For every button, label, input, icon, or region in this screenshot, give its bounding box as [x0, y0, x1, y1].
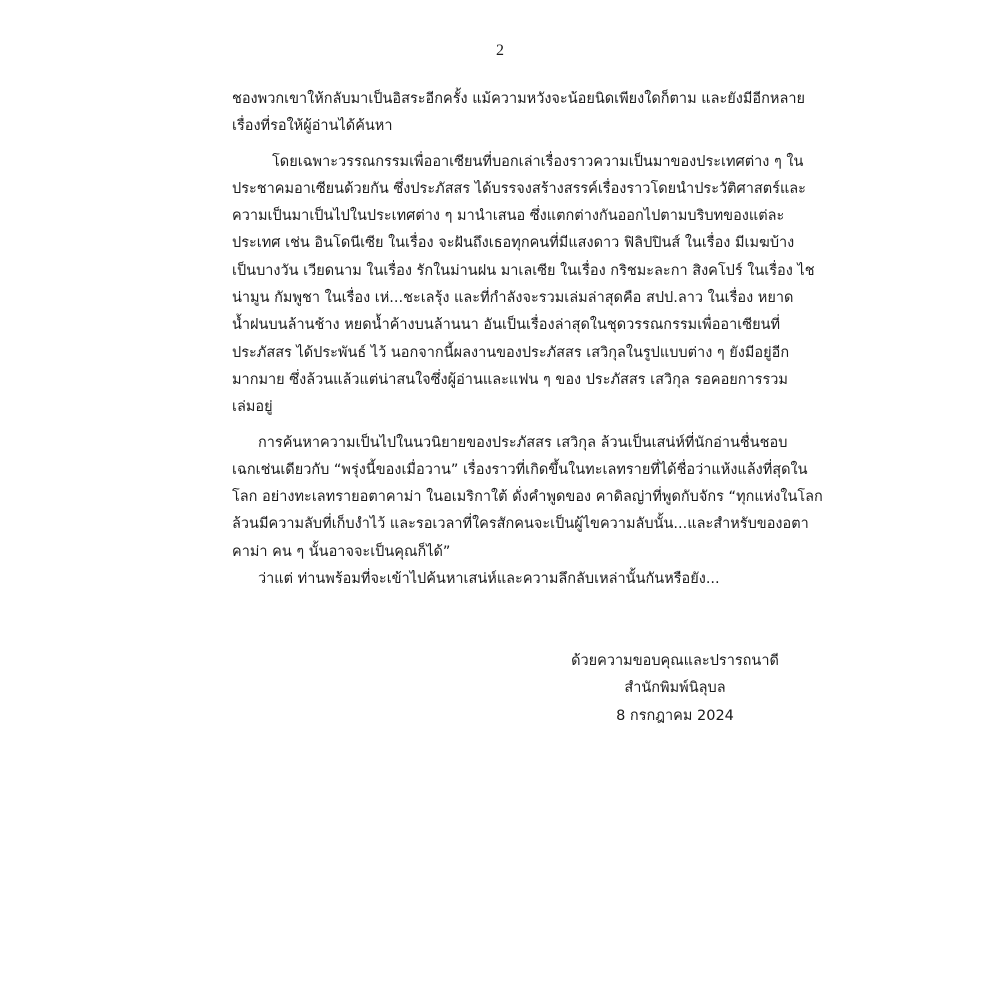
closing-date: 8 กรกฎาคม 2024: [616, 707, 734, 724]
text-line: โดยเฉพาะวรรณกรรมเพื่ออาเซียนที่บอกเล่าเรื่องราวความเป็นมาของประเทศต่าง ๆ ใน: [272, 153, 804, 170]
text-line: ว่าแต่ ท่านพร้อมที่จะเข้าไปค้นหาเสน่ห์และความลึกลับเหล่านั้นกันหรือยัง...: [258, 571, 720, 588]
text-line: ประเทศ เช่น อินโดนีเซีย ในเรื่อง จะฝันถึงเธอทุกคนที่มีแสงดาว ฟิลิปปินส์ ในเรื่อง มีเมฆบ้าง: [232, 235, 795, 252]
text-line: น่ามูน กัมพูชา ในเรื่อง เห่...ชะเลรุ้ง และที่กำลังจะรวมเล่มล่าสุดคือ สปป.ลาว ในเรื่อง หยาด: [232, 290, 794, 307]
paragraph-3: [232, 430, 823, 566]
text-line: การค้นหาความเป็นไปในนวนิยายของประภัสสร เสวิกุล ล้วนเป็นเสน่ห์ที่นักอ่านชื่นชอบ: [258, 434, 788, 451]
paragraph-4: [232, 566, 792, 593]
text-line: ชองพวกเขาให้กลับมาเป็นอิสระอีกครั้ง แม้ความหวังจะน้อยนิดเพียงใดก็ตาม และยังมีอีกหลาย: [232, 91, 805, 107]
text-line: เฉกเช่นเดียวกับ “พรุ่งนี้ของเมื่อวาน” เรื่องราวที่เกิดขึ้นในทะเลทรายที่ได้ชื่อว่าแห้งแล้งที่สุดใน: [232, 461, 808, 478]
paragraph-2: [232, 149, 815, 422]
text-line: น้ำฝนบนล้านช้าง หยดน้ำค้างบนล้านนา อันเป็นเรื่องล่าสุดในชุดวรรณกรรมเพื่ออาเซียนที่: [232, 317, 781, 334]
body-text: [232, 86, 823, 593]
text-line: โลก อย่างทะเลทรายอตาคาม่า ในอเมริกาใต้ ดั่งคำพูดของ คาดิลญ่าที่พูดกับจักร “ทุกแห่งในโลก: [232, 489, 823, 506]
text-line: มากมาย ซึ่งล้วนแล้วแต่น่าสนใจซึ่งผู้อ่านและแฟน ๆ ของ ประภัสสร เสวิกุล รอคอยการรวม: [232, 371, 788, 388]
text-line: ล้วนมีความลับที่เก็บงำไว้ และรอเวลาที่ใครสักคนจะเป็นผู้ไขความลับนั้น...และสำหรับของอตา: [232, 516, 809, 533]
closing-regards: ด้วยความขอบคุณและปรารถนาดี: [571, 653, 779, 669]
text-line: ความเป็นมาเป็นไปในประเทศต่าง ๆ มานำเสนอ ซึ่งแตกต่างกันออกไปตามบริบทของแต่ละ: [232, 208, 785, 225]
closing-signature: [560, 648, 790, 730]
text-line: ประภัสสร ได้ประพันธ์ ไว้ นอกจากนี้ผลงานของประภัสสร เสวิกุลในรูปแบบต่าง ๆ ยังมีอยู่อีก: [232, 344, 790, 361]
text-line: คาม่า คน ๆ นั้นอาจจะเป็นคุณก็ได้”: [232, 543, 451, 560]
text-line: เล่มอยู่: [232, 399, 273, 416]
text-line: ประชาคมอาเซียนด้วยกัน ซึ่งประภัสสร ได้บรรจงสร้างสรรค์เรื่องราวโดยนำประวัติศาสตร์และ: [232, 180, 806, 197]
page-number: 2: [496, 42, 504, 59]
paragraph-1: [232, 86, 805, 141]
closing-publisher: สำนักพิมพ์นิลุบล: [624, 680, 726, 697]
text-line: เรื่องที่รอให้ผู้อ่านได้ค้นหา: [232, 118, 393, 135]
text-line: เป็นบางวัน เวียดนาม ในเรื่อง รักในม่านฝน มาเลเซีย ในเรื่อง กริชมะละกา สิงคโปร์ ในเรื่อง ไช: [232, 262, 815, 279]
